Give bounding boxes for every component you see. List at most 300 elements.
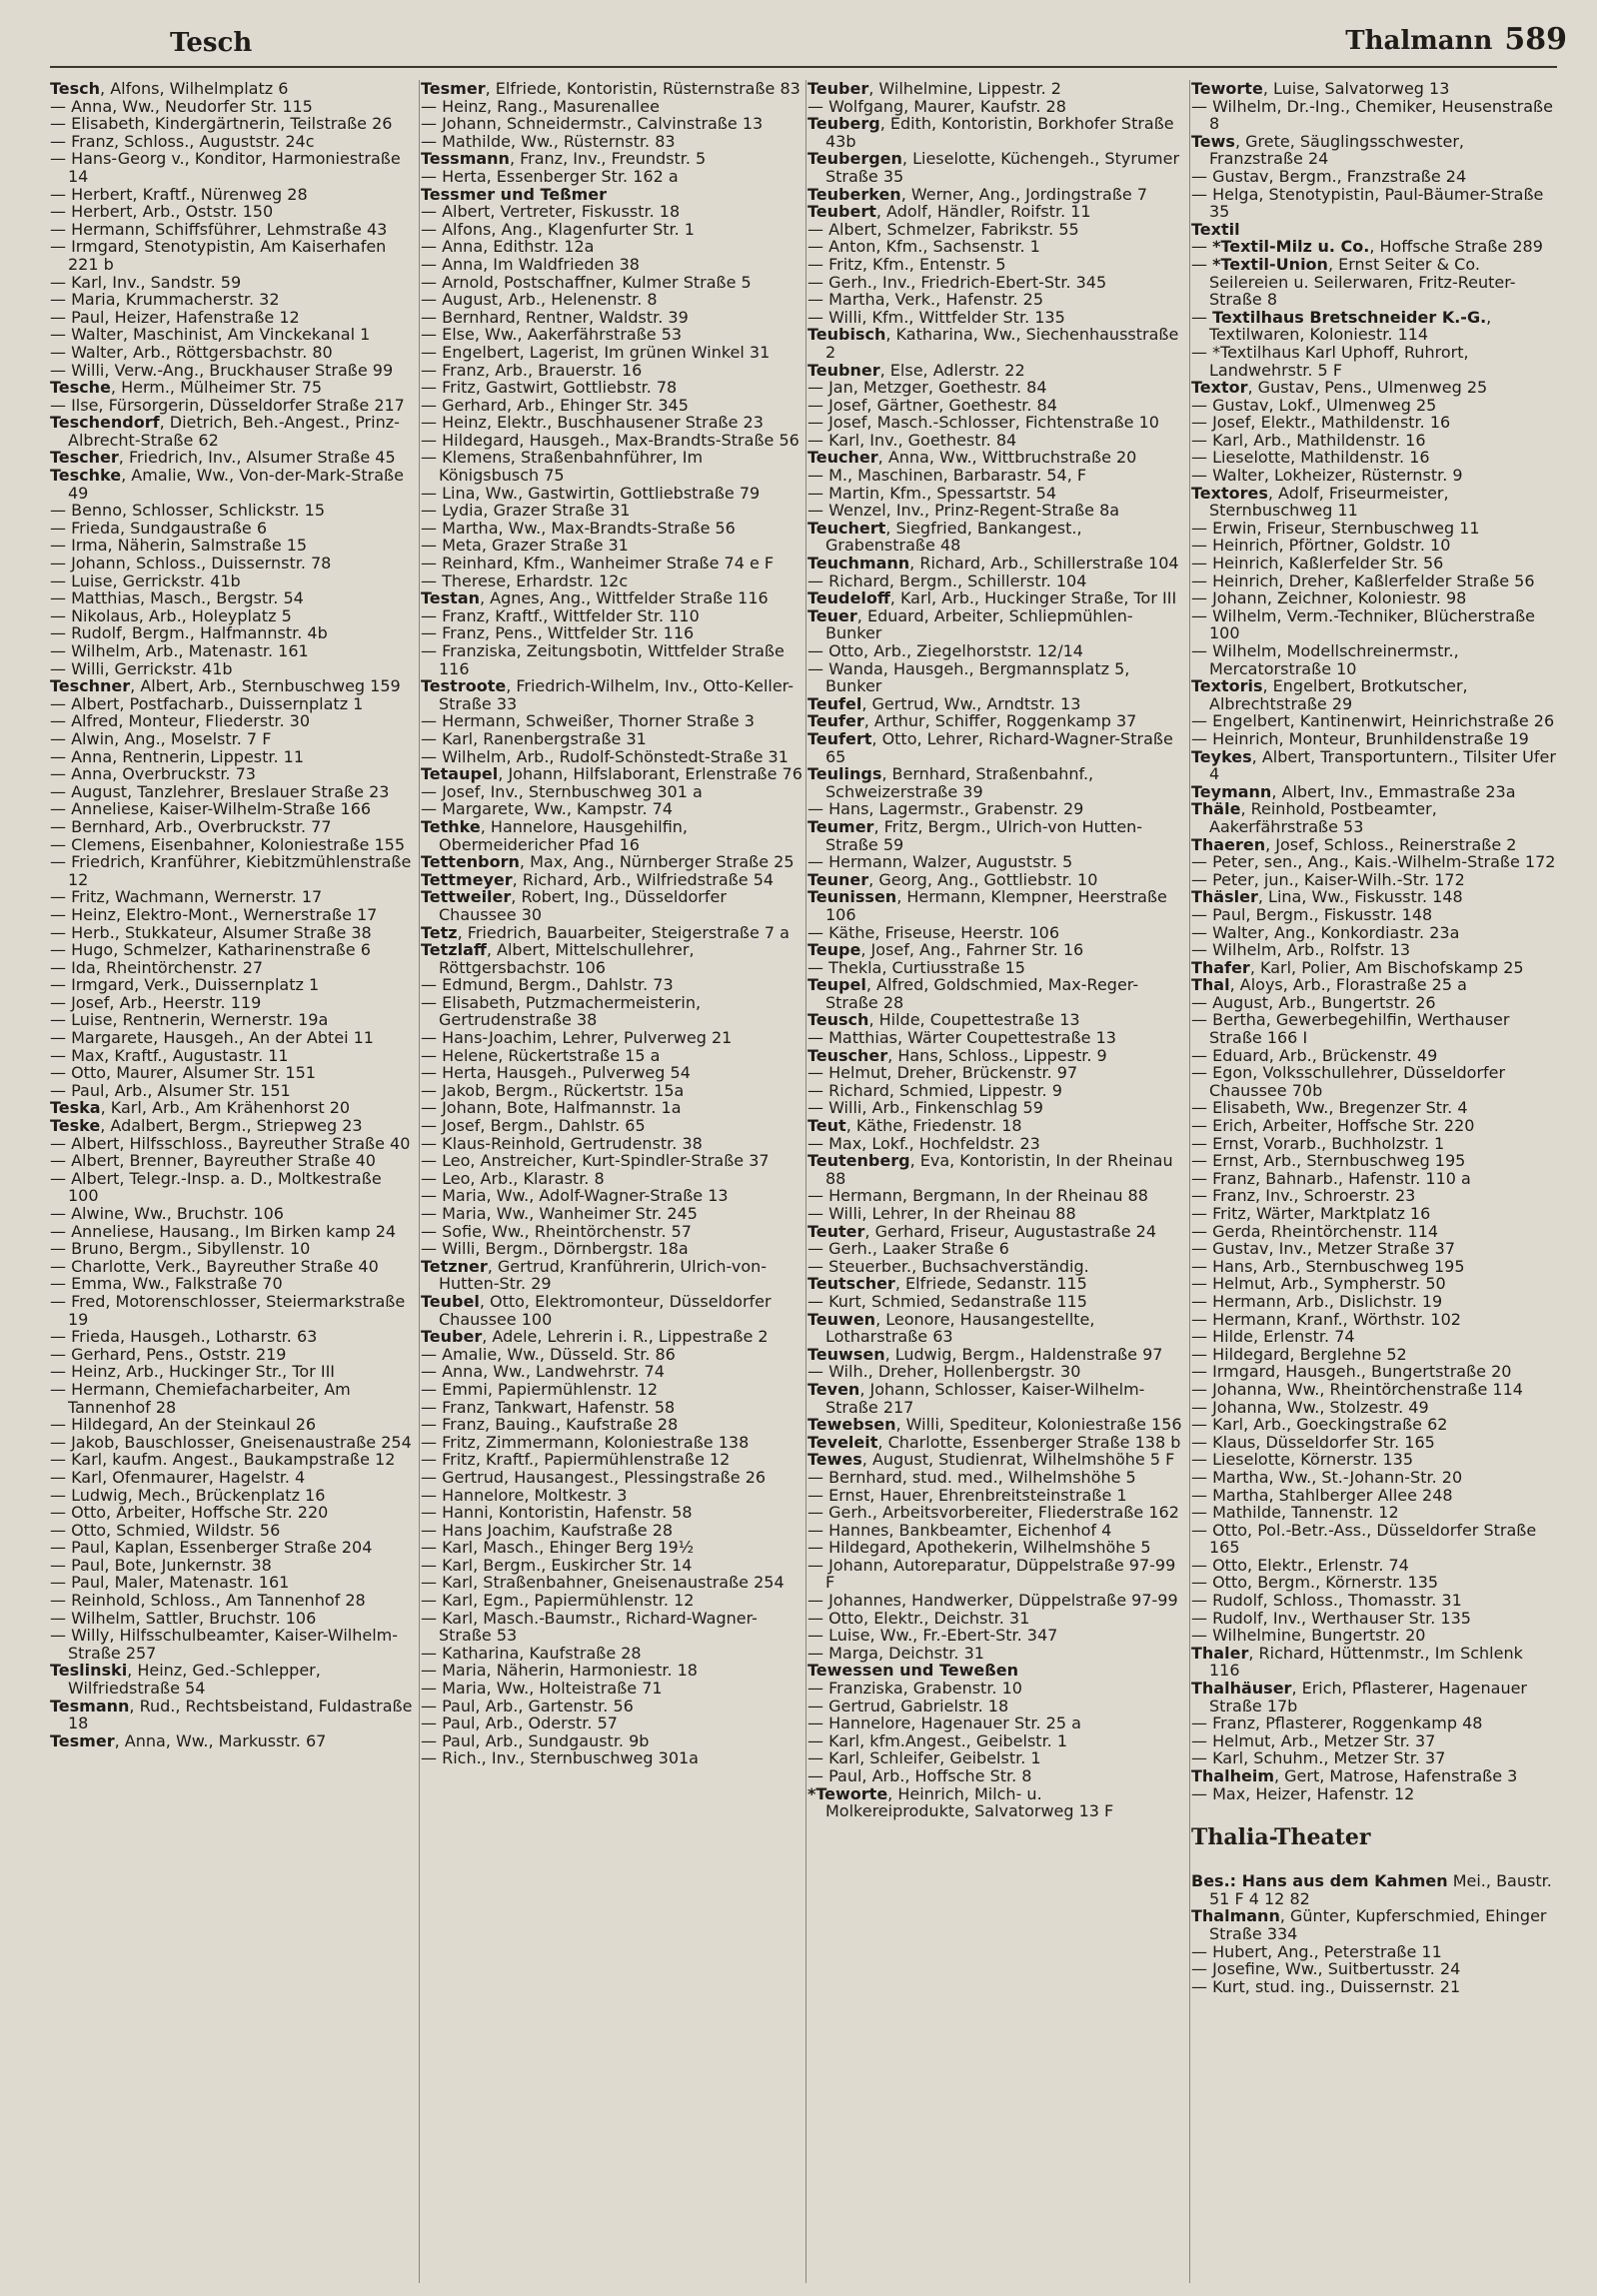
entry-surname: Teuwen [807, 1309, 876, 1329]
directory-entry: — Karl, Straßenbahner, Gneisenaustraße 254 [421, 1573, 785, 1593]
directory-entry: — Otto, Elektr., Erlenstr. 74 [1191, 1555, 1409, 1575]
directory-entry: — Ludwig, Mech., Brückenplatz 16 [50, 1485, 326, 1505]
directory-entry: — Hubert, Ang., Peterstraße 11 [1191, 1941, 1442, 1961]
directory-entry: — Bertha, Gewerbegehilfin, Werthauser Straße 166 I [1191, 1010, 1510, 1048]
directory-entry: — Johann, Autoreparatur, Düppelstraße 97-99 F [807, 1555, 1176, 1593]
directory-entry: Tesmer, Anna, Ww., Markusstr. 67 [50, 1730, 327, 1750]
directory-entry: Tesmer, Elfriede, Kontoristin, Rüsternstraße 83 [421, 80, 800, 98]
directory-entry: — Helga, Stenotypistin, Paul-Bäumer-Straße 35 [1191, 184, 1544, 222]
directory-entry: — Martha, Ww., Max-Brandts-Straße 56 [421, 518, 736, 538]
directory-entry: — Otto, Schmied, Wildstr. 56 [50, 1520, 281, 1540]
directory-entry [1191, 221, 1557, 239]
directory-entry: — Heinrich, Pförtner, Goldstr. 10 [1191, 536, 1451, 556]
entry-surname: Tetz [421, 922, 458, 942]
entry-surname: Tessmer und Teßmer [421, 184, 608, 204]
directory-entry: — Hermann, Walzer, Auguststr. 5 [807, 852, 1073, 872]
entry-surname: Tetzner [421, 1256, 488, 1276]
directory-entry: Teuchert, Siegfried, Bankangest., Grabenstraße 48 [807, 518, 1082, 556]
entry-surname: Tewebsen [807, 1415, 896, 1435]
directory-entry: — Peter, jun., Kaiser-Wilh.-Str. 172 [1191, 869, 1465, 889]
entry-surname: Tesche [50, 378, 111, 398]
directory-entry: — Lieselotte, Mathildenstr. 16 [1191, 448, 1430, 468]
directory-entry: — Josefine, Ww., Suitbertusstr. 24 [1191, 1959, 1461, 1979]
entry-surname: Tetzlaff [421, 940, 487, 960]
directory-entry: — Karl, Bergm., Euskircher Str. 14 [421, 1555, 693, 1575]
directory-entry: Teuber, Adele, Lehrerin i. R., Lippestraße 2 [421, 1327, 769, 1347]
directory-entry: — Walter, Lokheizer, Rüsternstr. 9 [1191, 466, 1463, 486]
directory-entry: — Fritz, Wärter, Marktplatz 16 [1191, 1204, 1431, 1223]
directory-entry: — Richard, Bergm., Schillerstr. 104 [807, 571, 1087, 590]
directory-entry: — Leo, Arb., Klarastr. 8 [421, 1168, 605, 1188]
entry-surname: Teubisch [807, 325, 886, 345]
directory-entry: — Franz, Bahnarb., Hafenstr. 110 a [1191, 1168, 1471, 1188]
running-head-left: Tesch [170, 28, 253, 58]
directory-entry: — August, Arb., Bungertstr. 26 [1191, 992, 1436, 1012]
entry-surname: Teupe [807, 940, 861, 960]
directory-entry: — Karl, Inv., Sandstr. 59 [50, 272, 242, 292]
entry-surname: Tewessen und Teweßen [807, 1661, 1018, 1681]
directory-entry: — Klemens, Straßenbahnführer, Im Königsbusch 75 [421, 448, 704, 486]
directory-entry: — Helmut, Arb., Metzer Str. 37 [1191, 1730, 1436, 1750]
entry-surname: Teudeloff [807, 588, 890, 608]
directory-entry: — Luise, Ww., Fr.-Ebert-Str. 347 [807, 1626, 1058, 1646]
directory-entry: — August, Tanzlehrer, Breslauer Straße 23 [50, 781, 390, 801]
directory-entry: — Otto, Bergm., Körnerstr. 135 [1191, 1573, 1439, 1593]
entry-surname: Teykes [1191, 746, 1252, 766]
directory-entry: Teschke, Amalie, Ww., Von-der-Mark-Straße 49 [50, 466, 404, 503]
directory-entry: Tetzlaff, Albert, Mittelschullehrer, Röttgersbachstr. 106 [421, 940, 695, 977]
page-number: 589 [1504, 22, 1567, 57]
directory-entry: Teusch, Hilde, Coupettestraße 13 [807, 1010, 1080, 1030]
directory-entry: — Elisabeth, Kindergärtnerin, Teilstraße 26 [50, 114, 393, 134]
directory-entry: — Engelbert, Kantinenwirt, Heinrichstraße 26 [1191, 711, 1555, 731]
directory-entry: Teuwen, Leonore, Hausangestellte, Lotharstraße 63 [807, 1309, 1095, 1347]
directory-entry: — Luise, Gerrickstr. 41b [50, 571, 241, 590]
directory-entry: — Maria, Ww., Adolf-Wagner-Straße 13 [421, 1186, 729, 1206]
directory-entry: — Wilhelm, Dr.-Ing., Chemiker, Heusenstraße 8 [1191, 96, 1553, 134]
entry-surname: Teubel [421, 1291, 480, 1311]
directory-entry: — Irma, Näherin, Salmstraße 15 [50, 536, 308, 556]
directory-entry: — Hans-Joachim, Lehrer, Pulverweg 21 [421, 1028, 733, 1048]
directory-entry: — Albert, Postfacharb., Duissernplatz 1 [50, 693, 364, 713]
directory-entry: Teske, Adalbert, Bergm., Striepweg 23 [50, 1116, 363, 1136]
column-divider [1189, 80, 1190, 2283]
directory-entry: — Hildegard, An der Steinkaul 26 [50, 1415, 317, 1435]
entry-surname: Textor [1191, 378, 1248, 398]
directory-entry: — Frieda, Hausgeh., Lotharstr. 63 [50, 1327, 318, 1347]
directory-entry: — Max, Heizer, Hafenstr. 12 [1191, 1783, 1415, 1803]
directory-entry: — Hermann, Schweißer, Thorner Straße 3 [421, 711, 755, 731]
entry-surname: Teufert [807, 728, 872, 748]
directory-entry: — Helmut, Arb., Sympherstr. 50 [1191, 1274, 1446, 1294]
directory-entry: — Josef, Elektr., Mathildenstr. 16 [1191, 413, 1451, 433]
directory-entry: Teuter, Gerhard, Friseur, Augustastraße 24 [807, 1221, 1156, 1241]
directory-entry: — Franz, Pflasterer, Roggenkamp 48 [1191, 1714, 1483, 1733]
directory-entry: — Karl, kfm.Angest., Geibelstr. 1 [807, 1730, 1068, 1750]
directory-entry: — Johannes, Handwerker, Düppelstraße 97-99 [807, 1591, 1178, 1611]
directory-entry: — August, Arb., Helenenstr. 8 [421, 290, 658, 310]
directory-entry: — Eduard, Arb., Brückenstr. 49 [1191, 1045, 1438, 1065]
directory-entry: — Otto, Pol.-Betr.-Ass., Düsseldorfer Straße 165 [1191, 1520, 1537, 1558]
entry-surname: Teuberken [807, 184, 901, 204]
directory-entry: — Margarete, Hausgeh., An der Abtei 11 [50, 1028, 374, 1048]
directory-entry: — Karl, kaufm. Angest., Baukampstraße 12 [50, 1450, 396, 1470]
directory-entry: Teubert, Adolf, Händler, Roifstr. 11 [807, 202, 1091, 222]
directory-entry: — Maria, Krummacherstr. 32 [50, 290, 280, 310]
directory-entry: Teschendorf, Dietrich, Beh.-Angest., Prinz-Albrecht-Straße 62 [50, 413, 400, 450]
directory-entry: Teuberken, Werner, Ang., Jordingstraße 7 [807, 184, 1147, 204]
directory-entry: — Johann, Zeichner, Koloniestr. 98 [1191, 588, 1467, 608]
directory-entry: Thalheim, Gert, Matrose, Hafenstraße 3 [1191, 1766, 1518, 1785]
directory-entry: — Wilh., Dreher, Hollenbergstr. 30 [807, 1362, 1081, 1382]
entry-surname: Tesmer [50, 1730, 115, 1750]
directory-entry: Teudeloff, Karl, Arb., Huckinger Straße, Tor III [807, 588, 1177, 608]
column-3 [807, 80, 1187, 2283]
entry-surname: Teska [50, 1098, 101, 1118]
directory-entry: — Paul, Kaplan, Essenberger Straße 204 [50, 1538, 373, 1558]
directory-entry: — Franz, Bauing., Kaufstraße 28 [421, 1415, 679, 1435]
directory-entry: — Wanda, Hausgeh., Bergmannsplatz 5, Bunker [807, 658, 1130, 696]
directory-entry: — Wilhelm, Arb., Rudolf-Schönstedt-Straße 31 [421, 746, 789, 766]
directory-entry: — Paul, Arb., Alsumer Str. 151 [50, 1080, 291, 1100]
directory-entry: — Hanni, Kontoristin, Hafenstr. 58 [421, 1503, 693, 1523]
directory-entry: — Benno, Schlosser, Schlickstr. 15 [50, 501, 326, 521]
directory-entry: — Gertrud, Gabrielstr. 18 [807, 1696, 1009, 1716]
entry-surname: Teuner [807, 869, 869, 889]
running-head-right [1345, 22, 1567, 57]
directory-entry: — Fritz, Kraftf., Papiermühlenstraße 12 [421, 1450, 731, 1470]
directory-entry: — Rudolf, Schloss., Thomasstr. 31 [1191, 1591, 1462, 1611]
entry-surname: Thäsler [1191, 887, 1258, 907]
entry-surname: Bes.: Hans aus dem Kahmen [1191, 1871, 1448, 1891]
directory-entry: Teslinski, Heinz, Ged.-Schlepper, Wilfriedstraße 54 [50, 1661, 321, 1699]
directory-entry: Teska, Karl, Arb., Am Krähenhorst 20 [50, 1098, 351, 1118]
entry-surname: Teulings [807, 764, 882, 784]
directory-entry: — Josef, Bergm., Dahlstr. 65 [421, 1116, 646, 1136]
directory-entry: — Lieselotte, Körnerstr. 135 [1191, 1450, 1414, 1470]
directory-entry: Teuber, Wilhelmine, Lippestr. 2 [807, 80, 1061, 98]
directory-entry: Teunissen, Hermann, Klempner, Heerstraße 106 [807, 887, 1167, 924]
directory-entry: — Johann, Schloss., Duissernstr. 78 [50, 554, 332, 574]
entry-surname: Teubergen [807, 149, 902, 169]
entry-surname: Teschner [50, 676, 131, 696]
directory-entry: Thalia-Theater [1191, 1824, 1371, 1851]
entry-surname: Teubert [807, 202, 876, 222]
directory-entry: — Lina, Ww., Gastwirtin, Gottliebstraße 79 [421, 483, 761, 503]
entry-surname: Thafer [1191, 957, 1250, 977]
directory-entry: — Hannes, Bankbeamter, Eichenhof 4 [807, 1520, 1112, 1540]
entry-surname: Thalhäuser [1191, 1679, 1292, 1699]
directory-entry: — Erwin, Friseur, Sternbuschweg 11 [1191, 518, 1480, 538]
directory-entry: Teufer, Arthur, Schiffer, Roggenkamp 37 [807, 711, 1137, 731]
directory-entry: Tettenborn, Max, Ang., Nürnberger Straße 25 [421, 852, 795, 872]
directory-entry: Tetaupel, Johann, Hilfslaborant, Erlenstraße 76 [421, 764, 802, 784]
entry-surname: Teut [807, 1116, 846, 1136]
directory-entry: — Kurt, stud. ing., Duissernstr. 21 [1191, 1976, 1461, 1996]
directory-entry: — Jan, Metzger, Goethestr. 84 [807, 378, 1047, 398]
directory-entry: — Heinz, Rang., Masurenallee [421, 96, 660, 116]
directory-entry: — Otto, Arb., Ziegelhorststr. 12/14 [807, 641, 1083, 660]
directory-entry: Teupe, Josef, Ang., Fahrner Str. 16 [807, 940, 1084, 960]
entry-surname: Testan [421, 588, 480, 608]
directory-entry: — Arnold, Postschaffner, Kulmer Straße 5 [421, 272, 752, 292]
directory-entry: — Fritz, Zimmermann, Koloniestraße 138 [421, 1432, 750, 1452]
directory-entry: — Willi, Kfm., Wittfelder Str. 135 [807, 307, 1065, 327]
directory-entry: — Ernst, Vorarb., Buchholzstr. 1 [1191, 1133, 1445, 1153]
entry-surname: Teveleit [807, 1432, 878, 1452]
directory-entry: — Klaus-Reinhold, Gertrudenstr. 38 [421, 1133, 703, 1153]
directory-entry: — Wilhelm, Arb., Matenastr. 161 [50, 641, 309, 660]
directory-entry: Teufel, Gertrud, Ww., Arndtstr. 13 [807, 693, 1081, 713]
directory-entry: — Nikolaus, Arb., Holeyplatz 5 [50, 605, 292, 625]
directory-entry: — Margarete, Ww., Kampstr. 74 [421, 799, 674, 819]
entry-surname: Teutenberg [807, 1151, 910, 1171]
directory-entry: — Irmgard, Verk., Duissernplatz 1 [50, 975, 320, 995]
directory-entry: — Heinrich, Dreher, Kaßlerfelder Straße 56 [1191, 571, 1535, 590]
entry-surname: Tettmeyer [421, 869, 513, 889]
directory-entry: — Hilde, Erlenstr. 74 [1191, 1327, 1355, 1347]
directory-entry: — Martha, Verk., Hafenstr. 25 [807, 290, 1044, 310]
directory-entry: — Hans Joachim, Kaufstraße 28 [421, 1520, 674, 1540]
directory-entry: — Heinz, Elektro-Mont., Wernerstraße 17 [50, 904, 378, 924]
directory-entry: — Wenzel, Inv., Prinz-Regent-Straße 8a [807, 501, 1120, 521]
directory-entry: — Paul, Heizer, Hafenstraße 12 [50, 307, 300, 327]
entry-surname: Tesmann [50, 1696, 130, 1716]
entry-surname: Teuchmann [807, 554, 910, 574]
directory-entry: Teulings, Bernhard, Straßenbahnf., Schweizerstraße 39 [807, 764, 1094, 801]
directory-entry: — Steuerber., Buchsachverständig. [807, 1256, 1089, 1276]
directory-entry: — Irmgard, Hausgeh., Bungertstraße 20 [1191, 1362, 1512, 1382]
directory-entry: — Leo, Anstreicher, Kurt-Spindler-Straße 37 [421, 1151, 770, 1171]
directory-entry: Tethke, Hannelore, Hausgehilfin, Obermeidericher Pfad 16 [421, 816, 689, 854]
directory-entry: — Martin, Kfm., Spessartstr. 54 [807, 483, 1057, 503]
directory-entry: — Ernst, Arb., Sternbuschweg 195 [1191, 1151, 1466, 1171]
directory-entry: — Willi, Bergm., Dörnbergstr. 18a [421, 1239, 689, 1259]
entry-surname: Teuber [421, 1327, 483, 1347]
entry-surname: Tetaupel [421, 764, 499, 784]
directory-entry: — Jakob, Bergm., Rückertstr. 15a [421, 1080, 685, 1100]
column-divider [419, 80, 420, 2283]
directory-entry: — Karl, Schuhm., Metzer Str. 37 [1191, 1748, 1446, 1768]
directory-entry: — Walter, Arb., Röttgersbachstr. 80 [50, 342, 333, 362]
directory-entry: — Bernhard, stud. med., Wilhelmshöhe 5 [807, 1467, 1136, 1487]
directory-entry: — Hildegard, Berglehne 52 [1191, 1344, 1407, 1364]
directory-entry: — Gerh., Arbeitsvorbereiter, Fliederstraße 162 [807, 1503, 1179, 1523]
directory-entry: — Anton, Kfm., Sachsenstr. 1 [807, 237, 1040, 257]
directory-entry: — Albert, Telegr.-Insp. a. D., Moltkestraße 100 [50, 1168, 382, 1206]
directory-entry: — Heinz, Arb., Huckinger Str., Tor III [50, 1362, 335, 1382]
entry-surname: Teufer [807, 711, 864, 731]
directory-entry: — Kurt, Schmied, Sedanstraße 115 [807, 1291, 1087, 1311]
directory-entry: — Engelbert, Lagerist, Im grünen Winkel 31 [421, 342, 771, 362]
directory-entry: — Thekla, Curtiusstraße 15 [807, 957, 1025, 977]
entry-surname: Teschendorf [50, 413, 160, 433]
directory-entry: — Wilhelm, Sattler, Bruchstr. 106 [50, 1608, 317, 1628]
directory-entry: Teutenberg, Eva, Kontoristin, In der Rheinau 88 [807, 1151, 1173, 1188]
directory-entry: Teubner, Else, Adlerstr. 22 [807, 360, 1025, 380]
directory-entry: — Max, Lokf., Hochfeldstr. 23 [807, 1133, 1040, 1153]
directory-entry: — Hermann, Arb., Dislichstr. 19 [1191, 1291, 1443, 1311]
directory-entry: — Hans, Arb., Sternbuschweg 195 [1191, 1256, 1465, 1276]
entry-surname: Teunissen [807, 887, 897, 907]
directory-entry: — Sofie, Ww., Rheintörchenstr. 57 [421, 1221, 692, 1241]
directory-entry: Teschner, Albert, Arb., Sternbuschweg 159 [50, 676, 401, 696]
directory-entry: — Otto, Maurer, Alsumer Str. 151 [50, 1063, 316, 1083]
directory-entry: — Willi, Gerrickstr. 41b [50, 658, 233, 678]
column-1 [50, 80, 417, 2283]
column-divider [805, 80, 806, 2283]
directory-entry: — Gerhard, Pens., Oststr. 219 [50, 1344, 287, 1364]
directory-entry: Textor, Gustav, Pens., Ulmenweg 25 [1191, 378, 1488, 398]
directory-entry: Tetz, Friedrich, Bauarbeiter, Steigerstraße 7 a [421, 922, 790, 942]
directory-entry: — Martha, Ww., St.-Johann-Str. 20 [1191, 1467, 1463, 1487]
directory-entry: — Otto, Elektr., Deichstr. 31 [807, 1608, 1030, 1628]
directory-entry: Tews, Grete, Säuglingsschwester, Franzstraße 24 [1191, 131, 1464, 169]
directory-entry: — Katharina, Kaufstraße 28 [421, 1643, 642, 1663]
directory-entry: — Anneliese, Hausang., Im Birken kamp 24 [50, 1221, 397, 1241]
entry-surname: Teuberg [807, 114, 880, 134]
entry-surname: Teuscher [807, 1045, 888, 1065]
entry-surname: Testroote [421, 676, 507, 696]
entry-surname: Teuber [807, 80, 869, 98]
directory-entry: — Franz, Arb., Brauerstr. 16 [421, 360, 643, 380]
directory-entry: — Franz, Pens., Wittfelder Str. 116 [421, 623, 695, 643]
directory-entry: Teutscher, Elfriede, Sedanstr. 115 [807, 1274, 1087, 1294]
directory-entry: — Rich., Inv., Sternbuschweg 301a [421, 1748, 699, 1768]
entry-surname: Teufel [807, 693, 862, 713]
directory-entry: — Paul, Arb., Sundgaustr. 9b [421, 1730, 650, 1750]
entry-surname: Tesch [50, 80, 101, 98]
directory-entry: — Textilhaus Bretschneider K.-G., Textilwaren, Koloniestr. 114 [1191, 307, 1492, 345]
directory-entry: — Gustav, Inv., Metzer Straße 37 [1191, 1239, 1456, 1259]
directory-entry: — Elisabeth, Ww., Bregenzer Str. 4 [1191, 1098, 1468, 1118]
directory-entry: — Fritz, Wachmann, Wernerstr. 17 [50, 887, 323, 907]
running-head-right-name: Thalmann [1345, 26, 1493, 56]
directory-entry: Thaler, Richard, Hüttenmstr., Im Schlenk 116 [1191, 1643, 1523, 1681]
directory-entry: Thafer, Karl, Polier, Am Bischofskamp 25 [1191, 957, 1524, 977]
header-rule [50, 66, 1557, 68]
directory-entry: — Paul, Bergm., Fiskusstr. 148 [1191, 904, 1433, 924]
directory-entry: — Jakob, Bauschlosser, Gneisenaustraße 254 [50, 1432, 412, 1452]
directory-entry: Tessmann, Franz, Inv., Freundstr. 5 [421, 149, 707, 169]
entry-surname: Tesmer [421, 80, 486, 98]
directory-entry: — Johanna, Ww., Stolzestr. 49 [1191, 1397, 1429, 1417]
directory-entry: — Herta, Hausgeh., Pulverweg 54 [421, 1063, 691, 1083]
directory-entry: Teut, Käthe, Friedenstr. 18 [807, 1116, 1022, 1136]
directory-entry: Teuscher, Hans, Schloss., Lippestr. 9 [807, 1045, 1107, 1065]
directory-entry: — Ida, Rheintörchenstr. 27 [50, 957, 264, 977]
entry-surname: Teschke [50, 466, 122, 486]
directory-entry: — Richard, Schmied, Lippestr. 9 [807, 1080, 1062, 1100]
directory-entry: — Gerh., Inv., Friedrich-Ebert-Str. 345 [807, 272, 1107, 292]
directory-entry: — Alfred, Monteur, Fliederstr. 30 [50, 711, 311, 731]
directory-entry: — Egon, Volksschullehrer, Düsseldorfer Chaussee 70b [1191, 1063, 1506, 1100]
directory-entry: — Paul, Arb., Hoffsche Str. 8 [807, 1766, 1032, 1785]
directory-entry [421, 186, 803, 204]
directory-entry: — Herb., Stukkateur, Alsumer Straße 38 [50, 922, 372, 942]
directory-entry: Teubergen, Lieselotte, Küchengeh., Styrumer Straße 35 [807, 149, 1180, 186]
directory-entry: Teubisch, Katharina, Ww., Siechenhausstraße 2 [807, 325, 1179, 362]
directory-entry: — Anneliese, Kaiser-Wilhelm-Straße 166 [50, 799, 372, 819]
directory-entry: — Matthias, Masch., Bergstr. 54 [50, 588, 304, 608]
directory-entry: — Therese, Erhardstr. 12c [421, 571, 629, 590]
directory-entry: — Charlotte, Verk., Bayreuther Straße 40 [50, 1256, 379, 1276]
directory-entry: Teymann, Albert, Inv., Emmastraße 23a [1191, 781, 1516, 801]
directory-entry: — Fritz, Kfm., Entenstr. 5 [807, 254, 1006, 274]
directory-entry: — Karl, Masch.-Baumstr., Richard-Wagner-Straße 53 [421, 1608, 758, 1646]
directory-entry: — Bruno, Bergm., Sibyllenstr. 10 [50, 1239, 311, 1259]
directory-entry: — Heinrich, Monteur, Brunhildenstraße 19 [1191, 728, 1529, 748]
entry-surname: Teupel [807, 975, 866, 995]
directory-entry: Tewes, August, Studienrat, Wilhelmshöhe 5 F [807, 1450, 1175, 1470]
directory-entry: — *Textilhaus Karl Uphoff, Ruhrort, Landwehrstr. 5 F [1191, 342, 1469, 380]
directory-entry: Tescher, Friedrich, Inv., Alsumer Straße 45 [50, 448, 396, 468]
directory-entry: — Wilhelmine, Bungertstr. 20 [1191, 1626, 1426, 1646]
directory-entry: — *Textil-Milz u. Co., Hoffsche Straße 289 [1191, 237, 1543, 257]
entry-surname: Thäle [1191, 799, 1241, 819]
directory-entry: Teuer, Eduard, Arbeiter, Schliepmühlen-Bunker [807, 605, 1133, 643]
directory-entry: — Matthias, Wärter Coupettestraße 13 [807, 1028, 1116, 1048]
directory-entry: — Wilhelm, Modellschreinermstr., Mercatorstraße 10 [1191, 641, 1459, 678]
directory-entry: — Franziska, Zeitungsbotin, Wittfelder Straße 116 [421, 641, 785, 678]
directory-entry: — Albert, Schmelzer, Fabrikstr. 55 [807, 219, 1079, 239]
directory-entry: — Anna, Ww., Neudorfer Str. 115 [50, 96, 313, 116]
directory-entry: Teupel, Alfred, Goldschmied, Max-Reger-Straße 28 [807, 975, 1139, 1012]
directory-entry: — Else, Ww., Aakerfährstraße 53 [421, 325, 683, 345]
directory-entry: — Paul, Arb., Oderstr. 57 [421, 1714, 618, 1733]
directory-entry: — Franz, Inv., Schroerstr. 23 [1191, 1186, 1416, 1206]
directory-entry: — Ilse, Fürsorgerin, Düsseldorfer Straße 217 [50, 395, 405, 415]
directory-entry: — Frieda, Sundgaustraße 6 [50, 518, 267, 538]
directory-entry: Teubel, Otto, Elektromonteur, Düsseldorfer Chaussee 100 [421, 1291, 772, 1329]
directory-entry: — Karl, Ranenbergstraße 31 [421, 728, 647, 748]
directory-entry: — Josef, Arb., Heerstr. 119 [50, 992, 262, 1012]
entry-surname: Thaeren [1191, 834, 1266, 854]
directory-entry: — Maria, Näherin, Harmoniestr. 18 [421, 1661, 698, 1681]
entry-surname: Tescher [50, 448, 119, 468]
directory-entry: Tesch, Alfons, Wilhelmplatz 6 [50, 80, 289, 98]
directory-entry: — Wilhelm, Arb., Rolfstr. 13 [1191, 940, 1411, 960]
directory-entry: — Fritz, Gastwirt, Gottliebstr. 78 [421, 378, 678, 398]
directory-entry: — Maria, Ww., Wanheimer Str. 245 [421, 1204, 698, 1223]
directory-entry: — Hermann, Chemiefacharbeiter, Am Tannenhof 28 [50, 1379, 351, 1417]
directory-entry: — Alwine, Ww., Bruchstr. 106 [50, 1204, 284, 1223]
directory-entry: Tesmann, Rud., Rechtsbeistand, Fuldastraße 18 [50, 1696, 413, 1733]
directory-entry: — Anna, Im Waldfrieden 38 [421, 254, 640, 274]
entry-surname: Tessmann [421, 149, 510, 169]
directory-entry: — Edmund, Bergm., Dahlstr. 73 [421, 975, 674, 995]
directory-entry: — Heinrich, Kaßlerfelder Str. 56 [1191, 554, 1444, 574]
directory-entry: — Willi, Lehrer, In der Rheinau 88 [807, 1204, 1076, 1223]
directory-entry: — Willi, Arb., Finkenschlag 59 [807, 1098, 1043, 1118]
directory-entry: Thaeren, Josef, Schloss., Reinerstraße 2 [1191, 834, 1517, 854]
directory-entry: — Reinhard, Kfm., Wanheimer Straße 74 e F [421, 554, 775, 574]
directory-entry: Thäsler, Lina, Ww., Fiskusstr. 148 [1191, 887, 1463, 907]
directory-entry: — Anna, Rentnerin, Lippestr. 11 [50, 746, 305, 766]
directory-entry: — Franz, Tankwart, Hafenstr. 58 [421, 1397, 676, 1417]
directory-entry: — Ernst, Hauer, Ehrenbreitsteinstraße 1 [807, 1485, 1127, 1505]
directory-entry: — Gerhard, Arb., Ehinger Str. 345 [421, 395, 689, 415]
directory-entry: — Meta, Grazer Straße 31 [421, 536, 629, 556]
entry-surname: Textoris [1191, 676, 1263, 696]
directory-entry: — Maria, Ww., Holteistraße 71 [421, 1679, 663, 1699]
entry-surname: Textil [1191, 219, 1240, 239]
entry-firm-name: Textilhaus Bretschneider K.-G. [1212, 307, 1487, 327]
directory-entry: Thäle, Reinhold, Postbeamter, Aakerfährstraße 53 [1191, 799, 1437, 836]
entry-surname: Teuer [807, 605, 857, 625]
directory-entry: — Alfons, Ang., Klagenfurter Str. 1 [421, 219, 695, 239]
directory-entry: — Irmgard, Stenotypistin, Am Kaiserhafen 221 b [50, 237, 387, 274]
